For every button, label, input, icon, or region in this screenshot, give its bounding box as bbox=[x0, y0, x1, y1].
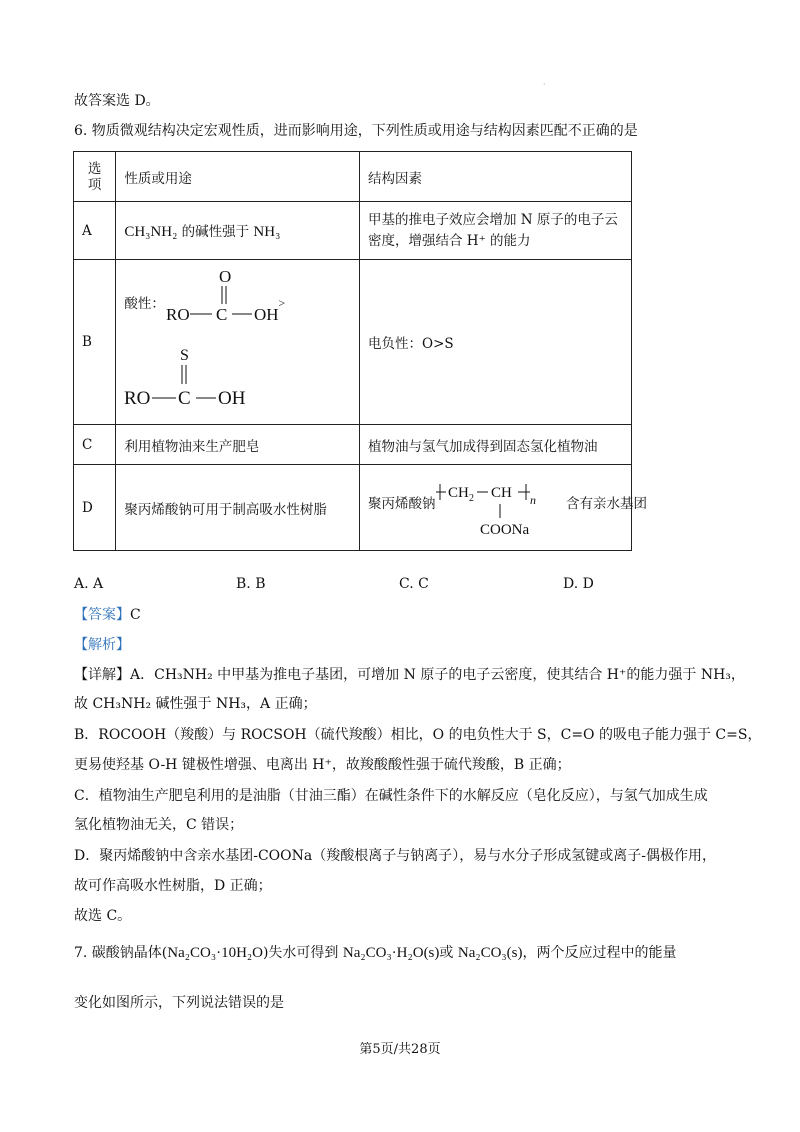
detail-line: 更易使羟基 O-H 键极性增强、电离出 H⁺，故羧酸酸性强于硫代羧酸，B 正确； bbox=[74, 757, 571, 773]
analysis-label: 【解析】 bbox=[74, 637, 130, 653]
option-d: D. D bbox=[563, 576, 594, 592]
structure-formulas bbox=[124, 262, 344, 422]
detail-line: B．ROCOOH（羧酸）与 ROCSOH（硫代羧酸）相比，O 的电负性大于 S，C=O 的吸电子能力强于 C=S， bbox=[74, 727, 762, 743]
table-row bbox=[74, 425, 632, 465]
svg-text:RO: RO bbox=[166, 305, 190, 324]
option-a: A. A bbox=[74, 576, 104, 592]
detail-line: C．植物油生产肥皂利用的是油脂（甘油三酯）在碱性条件下的水解反应（皂化反应），与氢气加成生成 bbox=[74, 788, 708, 804]
detail-line: 故 CH₃NH₂ 碱性强于 NH₃，A 正确； bbox=[74, 696, 317, 712]
header-factor: 结构因素 bbox=[360, 152, 632, 202]
question-7-line1: 7. 碳酸钠晶体(Na₂CO₃·10H₂O)失水可得到 Na₂CO₃·H₂O(s)或 Na₂CO₃(s)，两个反应过程中的能量 bbox=[74, 945, 677, 961]
option-b: B. B bbox=[236, 576, 266, 592]
detail-line: 故选 C。 bbox=[74, 908, 132, 924]
table-row bbox=[74, 260, 632, 425]
scan-dot: · bbox=[543, 80, 546, 89]
svg-text:COONa: COONa bbox=[480, 521, 530, 538]
row-factor: 电负性：O>S bbox=[360, 260, 632, 425]
svg-text:OH: OH bbox=[218, 388, 246, 409]
row-property: CH₃NH₂ 的碱性强于 NH₃ bbox=[116, 202, 360, 260]
row-option: A bbox=[74, 202, 116, 260]
row-option: B bbox=[74, 260, 116, 425]
svg-text:OH: OH bbox=[254, 305, 279, 324]
svg-text:S: S bbox=[180, 347, 190, 364]
detail-line: 【详解】A．CH₃NH₂ 中甲基为推电子基团，可增加 N 原子的电子云密度，使其结合 H⁺的能力强于 NH₃， bbox=[74, 667, 745, 683]
option-c: C. C bbox=[399, 576, 429, 592]
header-property: 性质或用途 bbox=[116, 152, 360, 202]
prev-answer: 故答案选 D。 bbox=[74, 93, 160, 109]
row-option: D bbox=[74, 465, 116, 551]
row-property: 利用植物油来生产肥皂 bbox=[116, 425, 360, 465]
svg-text:RO: RO bbox=[124, 388, 151, 409]
svg-text:n: n bbox=[530, 492, 536, 507]
table-row bbox=[74, 465, 632, 551]
polyacrylate-structure bbox=[434, 468, 564, 548]
question-7-line2: 变化如图所示，下列说法错误的是 bbox=[74, 995, 284, 1011]
detail-line: 故可作高吸水性树脂，D 正确； bbox=[74, 878, 272, 894]
detail-line: D．聚丙烯酸钠中含亲水基团-COONa（羧酸根离子与钠离子），易与水分子形成氢键或离子-偶极作用， bbox=[74, 848, 716, 864]
answer-line: 【答案】C bbox=[74, 607, 141, 623]
page-footer: 第5页/共28页 bbox=[359, 1042, 441, 1057]
svg-text:C: C bbox=[178, 388, 192, 409]
question-6-stem: 6. 物质微观结构决定宏观性质，进而影响用途，下列性质或用途与结构因素匹配不正确的是 bbox=[74, 123, 638, 139]
row-property: 聚丙烯酸钠可用于制高吸水性树脂 bbox=[116, 465, 360, 551]
row-factor: 甲基的推电子效应会增加 N 原子的电子云密度，增强结合 H⁺ 的能力 bbox=[360, 202, 632, 260]
row-factor: 植物油与氢气加成得到固态氢化植物油 bbox=[360, 425, 632, 465]
svg-text:O: O bbox=[219, 267, 232, 286]
question-6-table bbox=[73, 151, 647, 551]
factor-post: 含有亲水基团 bbox=[566, 495, 647, 512]
row-option: C bbox=[74, 425, 116, 465]
table-row bbox=[74, 202, 632, 260]
svg-text:C: C bbox=[216, 305, 228, 324]
row-property: 酸性： O RO C OH S RO C OH > bbox=[116, 260, 360, 425]
header-option: 选项 bbox=[74, 152, 116, 202]
svg-text:CH: CH bbox=[448, 484, 469, 501]
svg-text:2: 2 bbox=[469, 492, 474, 504]
svg-text:CH: CH bbox=[491, 484, 512, 501]
detail-line: 氢化植物油无关，C 错误； bbox=[74, 817, 244, 833]
row-factor: 聚丙烯酸钠 CH 2 CH n COONa 含有亲水基团 bbox=[360, 465, 632, 551]
